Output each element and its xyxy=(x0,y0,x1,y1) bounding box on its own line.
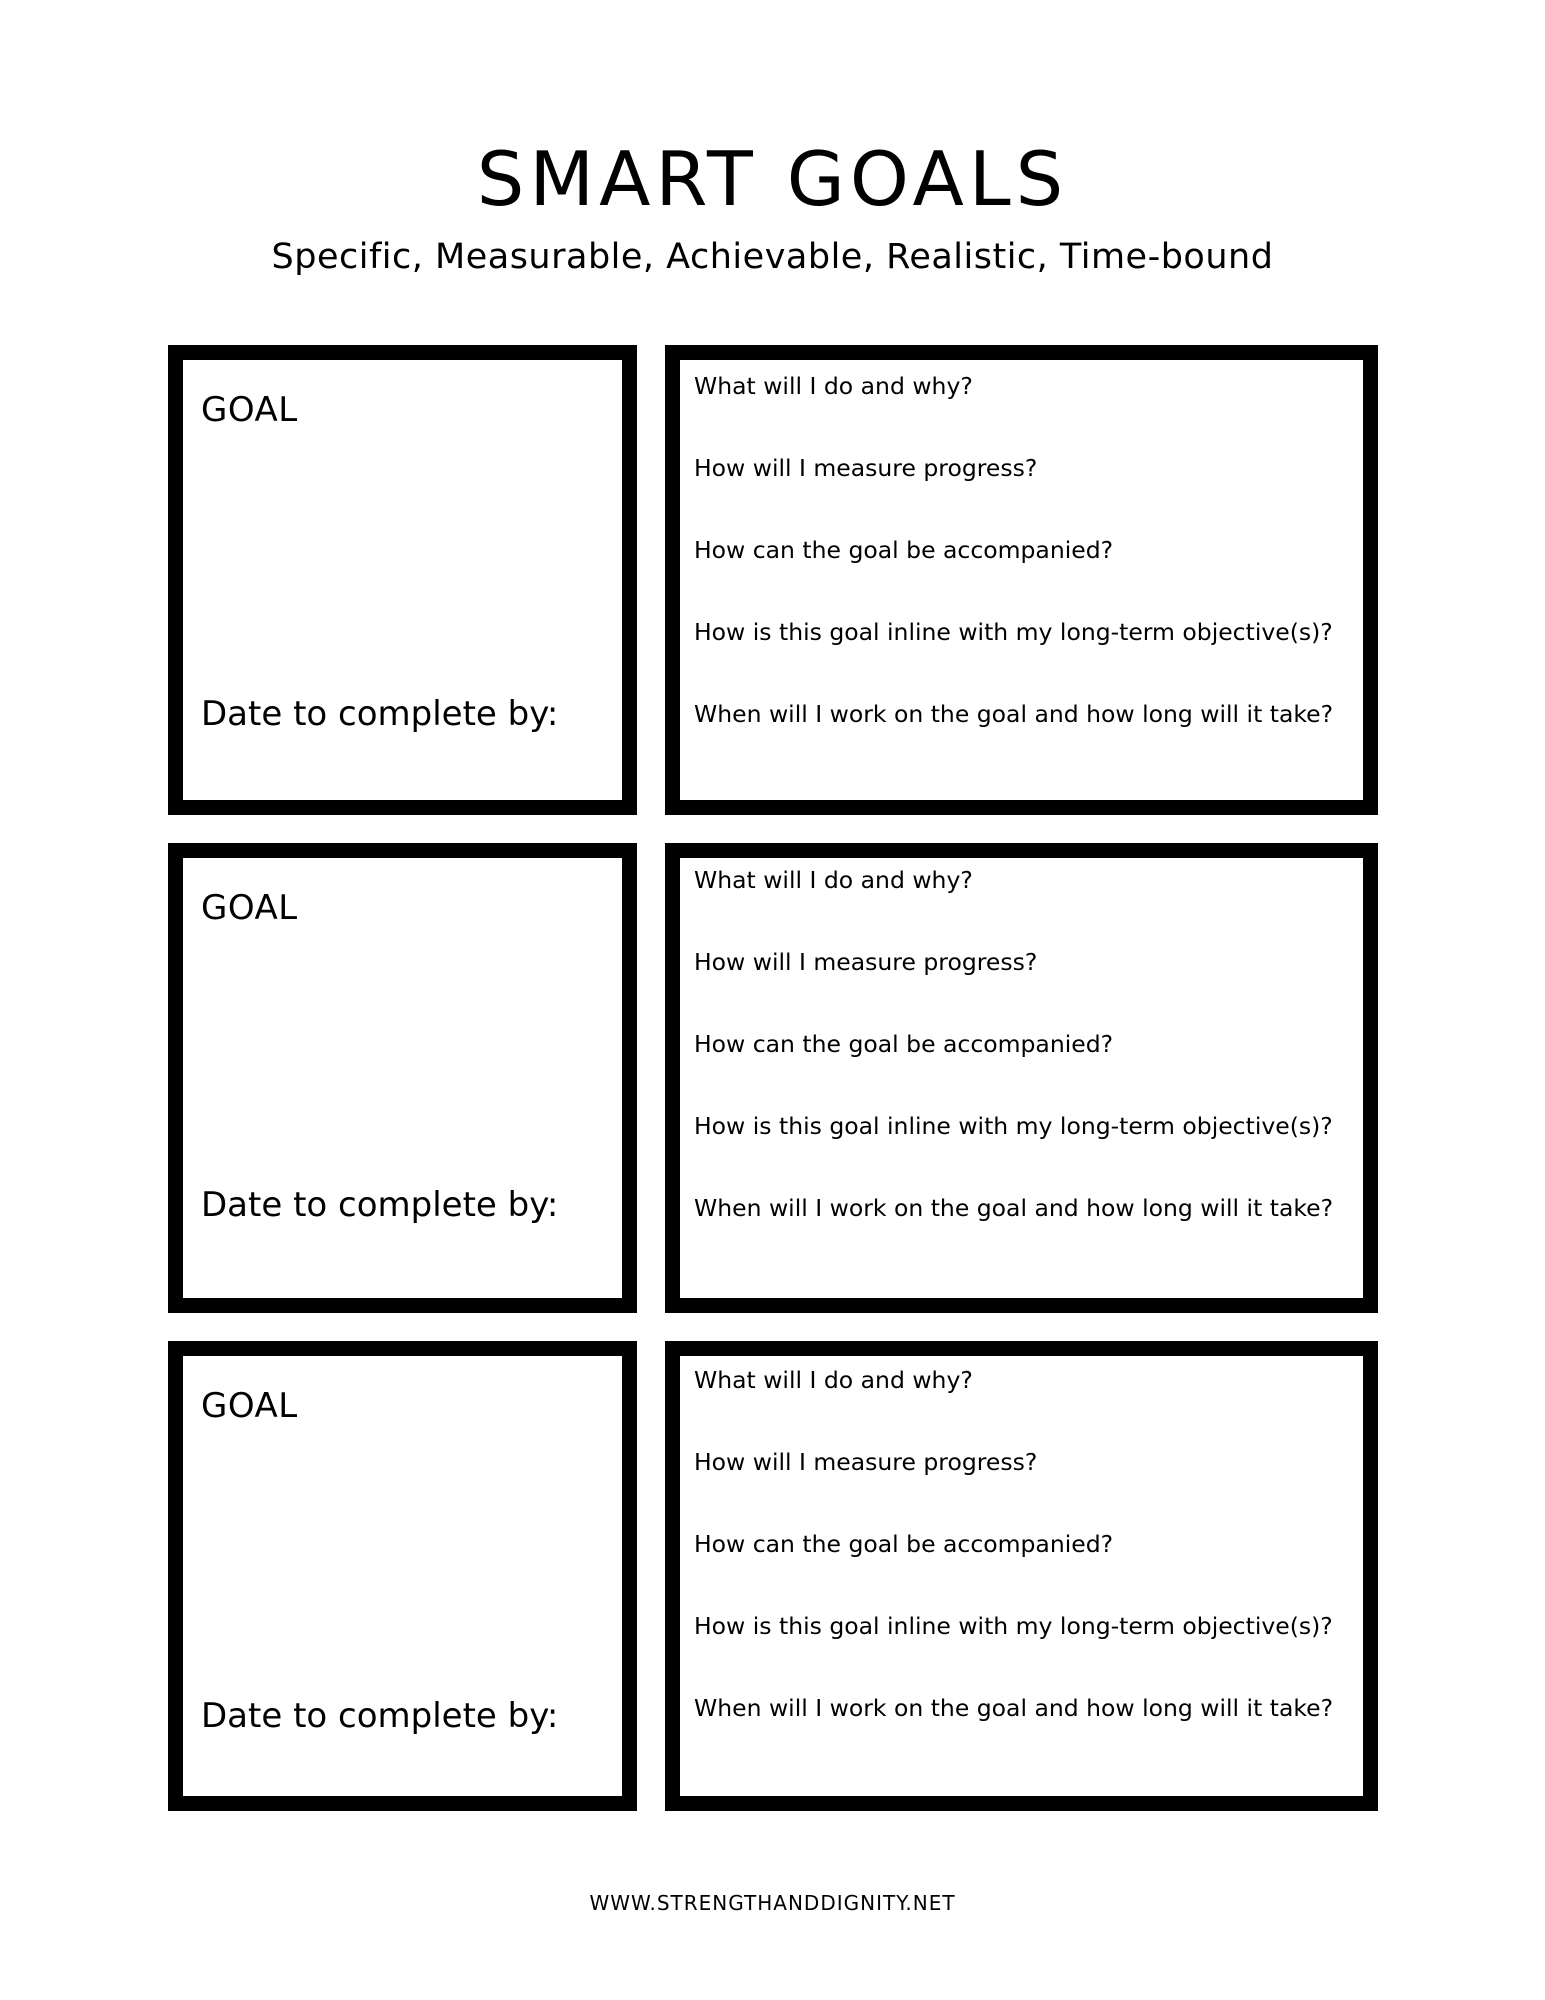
question-accompanied: How can the goal be accompanied? xyxy=(694,1030,1114,1058)
questions-box[interactable] xyxy=(665,1341,1378,1811)
questions-list xyxy=(694,372,1334,785)
date-to-complete-label: Date to complete by: xyxy=(201,694,559,734)
goal-box[interactable] xyxy=(168,345,637,815)
question-when-how-long: When will I work on the goal and how long will it take? xyxy=(694,700,1334,728)
question-when-how-long: When will I work on the goal and how long will it take? xyxy=(694,1194,1334,1222)
question-long-term-objective: How is this goal inline with my long-term objective(s)? xyxy=(694,618,1333,646)
goal-box[interactable] xyxy=(168,843,637,1313)
footer-website: WWW.STRENGTHANDDIGNITY.NET xyxy=(589,1891,956,1915)
goal-box[interactable] xyxy=(168,1341,637,1811)
questions-list xyxy=(694,1366,1334,1779)
goal-label: GOAL xyxy=(201,390,298,430)
question-what-why: What will I do and why? xyxy=(694,1366,973,1394)
questions-box[interactable] xyxy=(665,843,1378,1313)
question-what-why: What will I do and why? xyxy=(694,866,973,894)
question-what-why: What will I do and why? xyxy=(694,372,973,400)
date-to-complete-label: Date to complete by: xyxy=(201,1185,559,1225)
questions-list xyxy=(694,866,1334,1279)
page-subtitle: Specific, Measurable, Achievable, Realistic, Time-bound xyxy=(271,237,1274,277)
date-to-complete-label: Date to complete by: xyxy=(201,1696,559,1736)
question-measure-progress: How will I measure progress? xyxy=(694,1448,1038,1476)
question-measure-progress: How will I measure progress? xyxy=(694,454,1038,482)
question-long-term-objective: How is this goal inline with my long-term objective(s)? xyxy=(694,1612,1333,1640)
questions-box[interactable] xyxy=(665,345,1378,815)
question-accompanied: How can the goal be accompanied? xyxy=(694,536,1114,564)
goal-label: GOAL xyxy=(201,1386,298,1426)
question-when-how-long: When will I work on the goal and how long will it take? xyxy=(694,1694,1334,1722)
page-title: SMART GOALS xyxy=(476,135,1069,223)
question-measure-progress: How will I measure progress? xyxy=(694,948,1038,976)
goal-label: GOAL xyxy=(201,888,298,928)
question-long-term-objective: How is this goal inline with my long-term objective(s)? xyxy=(694,1112,1333,1140)
question-accompanied: How can the goal be accompanied? xyxy=(694,1530,1114,1558)
